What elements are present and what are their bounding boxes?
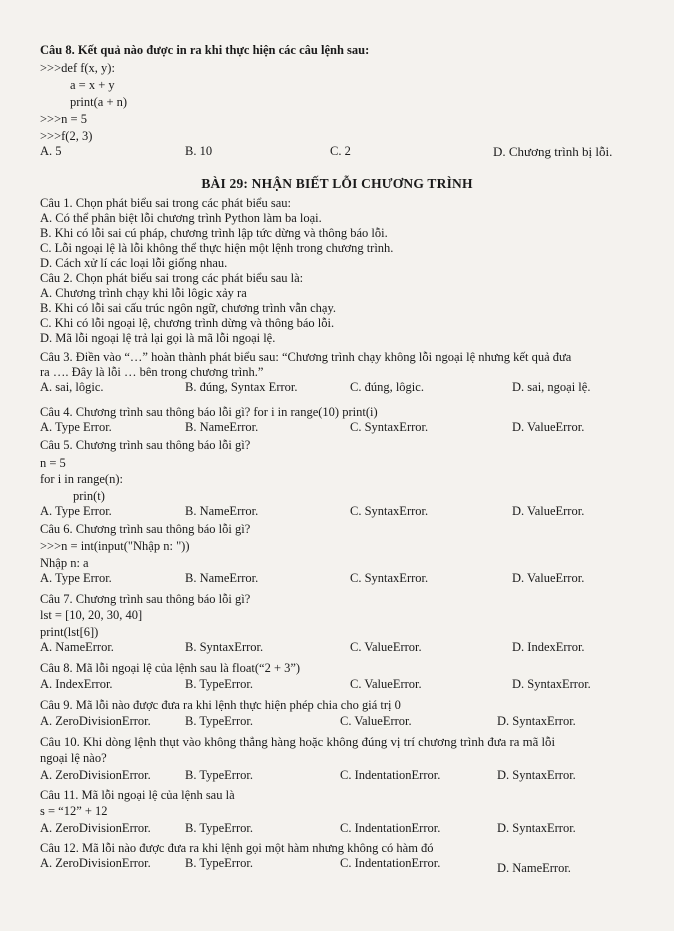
- q6-code-2: Nhập n: a: [40, 556, 89, 570]
- q1-stem: Câu 1. Chọn phát biểu sai trong các phát biểu sau:: [40, 196, 291, 210]
- q5-stem: Câu 5. Chương trình sau thông báo lỗi gì?: [40, 438, 251, 452]
- q8-prev-option-b: B. 10: [185, 144, 213, 158]
- q3-stem-continued: ra …. Đây là lỗi … bên trong chương trình.”: [40, 365, 264, 379]
- q2-stem: Câu 2. Chọn phát biểu sai trong các phát biểu sau là:: [40, 271, 304, 285]
- q8-prev-code-4: >>>n = 5: [40, 112, 87, 126]
- q12-option-d: D. NameError.: [497, 861, 571, 875]
- q10-stem-continued: ngoại lệ nào?: [40, 751, 107, 765]
- q6-option-d: D. ValueError.: [512, 571, 585, 585]
- q8-option-c: C. ValueError.: [350, 677, 422, 691]
- q4-option-c: C. SyntaxError.: [350, 420, 429, 434]
- q8-prev-code-3: print(a + n): [70, 95, 128, 109]
- q10-option-d: D. SyntaxError.: [497, 768, 576, 782]
- q9-option-b: B. TypeError.: [185, 714, 253, 728]
- q4-option-b: B. NameError.: [185, 420, 259, 434]
- q5-option-b: B. NameError.: [185, 504, 259, 518]
- q1-option-d: D. Cách xử lí các loại lỗi giống nhau.: [40, 256, 228, 270]
- q10-option-b: B. TypeError.: [185, 768, 253, 782]
- q1-option-c: C. Lỗi ngoại lệ là lỗi không thể thực hiện một lệnh trong chương trình.: [40, 241, 394, 255]
- q12-option-c: C. IndentationError.: [340, 856, 441, 870]
- q7-code-2: print(lst[6]): [40, 625, 99, 639]
- q4-option-a: A. Type Error.: [40, 420, 112, 434]
- q9-option-c: C. ValueError.: [340, 714, 412, 728]
- q9-stem: Câu 9. Mã lỗi nào được đưa ra khi lệnh thực hiện phép chia cho giá trị 0: [40, 698, 401, 712]
- q4-option-d: D. ValueError.: [512, 420, 585, 434]
- q3-option-d: D. sai, ngoại lệ.: [512, 380, 591, 394]
- q2-option-c: C. Khi có lỗi ngoại lệ, chương trình dừng và thông báo lỗi.: [40, 316, 335, 330]
- q10-stem: Câu 10. Khi dòng lệnh thụt vào không thẳng hàng hoặc không đúng vị trí chương trình đưa ra mã lỗi: [40, 735, 556, 749]
- q8-option-b: B. TypeError.: [185, 677, 253, 691]
- q8-option-a: A. IndexError.: [40, 677, 113, 691]
- lesson-title: BÀI 29: NHẬN BIẾT LỖI CHƯƠNG TRÌNH: [201, 176, 473, 191]
- q5-code-1: n = 5: [40, 456, 66, 470]
- q12-stem: Câu 12. Mã lỗi nào được đưa ra khi lệnh gọi một hàm nhưng không có hàm đó: [40, 841, 434, 855]
- q3-option-a: A. sai, lôgic.: [40, 380, 104, 394]
- q6-option-a: A. Type Error.: [40, 571, 112, 585]
- q11-option-b: B. TypeError.: [185, 821, 253, 835]
- q8-prev-stem: Câu 8. Kết quả nào được in ra khi thực hiện các câu lệnh sau:: [40, 43, 370, 57]
- q11-option-d: D. SyntaxError.: [497, 821, 576, 835]
- q1-option-b: B. Khi có lỗi sai cú pháp, chương trình lập tức dừng và thông báo lỗi.: [40, 226, 388, 240]
- q5-option-c: C. SyntaxError.: [350, 504, 429, 518]
- q7-option-b: B. SyntaxError.: [185, 640, 264, 654]
- q12-option-b: B. TypeError.: [185, 856, 253, 870]
- q5-option-d: D. ValueError.: [512, 504, 585, 518]
- q11-option-c: C. IndentationError.: [340, 821, 441, 835]
- q12-option-a: A. ZeroDivisionError.: [40, 856, 151, 870]
- q7-code-1: lst = [10, 20, 30, 40]: [40, 608, 143, 622]
- q7-option-c: C. ValueError.: [350, 640, 422, 654]
- q4-stem: Câu 4. Chương trình sau thông báo lỗi gì? for i in range(10) print(i): [40, 405, 378, 419]
- q8-option-d: D. SyntaxError.: [512, 677, 591, 691]
- q3-stem: Câu 3. Điền vào “…” hoàn thành phát biểu sau: “Chương trình chạy không lỗi ngoại lệ nhưng kết quả đưa: [40, 350, 572, 364]
- q3-option-b: B. đúng, Syntax Error.: [185, 380, 298, 394]
- q11-stem: Câu 11. Mã lỗi ngoại lệ của lệnh sau là: [40, 788, 235, 802]
- q7-stem: Câu 7. Chương trình sau thông báo lỗi gì?: [40, 592, 251, 606]
- q8-prev-code-1: >>>def f(x, y):: [40, 61, 115, 75]
- q8-stem: Câu 8. Mã lỗi ngoại lệ của lệnh sau là float(“2 + 3”): [40, 661, 301, 675]
- q10-option-a: A. ZeroDivisionError.: [40, 768, 151, 782]
- q9-option-d: D. SyntaxError.: [497, 714, 576, 728]
- q6-code-1: >>>n = int(input("Nhập n: ")): [40, 539, 190, 553]
- q11-option-a: A. ZeroDivisionError.: [40, 821, 151, 835]
- q2-option-a: A. Chương trình chạy khi lỗi lôgic xảy ra: [40, 286, 247, 300]
- q11-code-1: s = “12” + 12: [40, 804, 108, 818]
- q8-prev-option-d: D. Chương trình bị lỗi.: [493, 144, 613, 159]
- q6-option-c: C. SyntaxError.: [350, 571, 429, 585]
- q5-code-3: prin(t): [73, 489, 105, 503]
- q1-option-a: A. Có thể phân biệt lỗi chương trình Python làm ba loại.: [40, 211, 322, 225]
- q8-prev-code-5: >>>f(2, 3): [40, 129, 93, 143]
- q2-option-d: D. Mã lỗi ngoại lệ trả lại gọi là mã lỗi ngoại lệ.: [40, 331, 276, 345]
- q8-prev-code-2: a = x + y: [70, 78, 115, 92]
- q7-option-a: A. NameError.: [40, 640, 114, 654]
- q10-option-c: C. IndentationError.: [340, 768, 441, 782]
- q5-option-a: A. Type Error.: [40, 504, 112, 518]
- q6-option-b: B. NameError.: [185, 571, 259, 585]
- q6-stem: Câu 6. Chương trình sau thông báo lỗi gì?: [40, 522, 251, 536]
- q9-option-a: A. ZeroDivisionError.: [40, 714, 151, 728]
- q8-prev-option-a: A. 5: [40, 144, 62, 158]
- q7-option-d: D. IndexError.: [512, 640, 585, 654]
- q2-option-b: B. Khi có lỗi sai cấu trúc ngôn ngữ, chương trình vẫn chạy.: [40, 301, 337, 315]
- q8-prev-option-c: C. 2: [330, 144, 351, 158]
- q3-option-c: C. đúng, lôgic.: [350, 380, 424, 394]
- q5-code-2: for i in range(n):: [40, 472, 123, 486]
